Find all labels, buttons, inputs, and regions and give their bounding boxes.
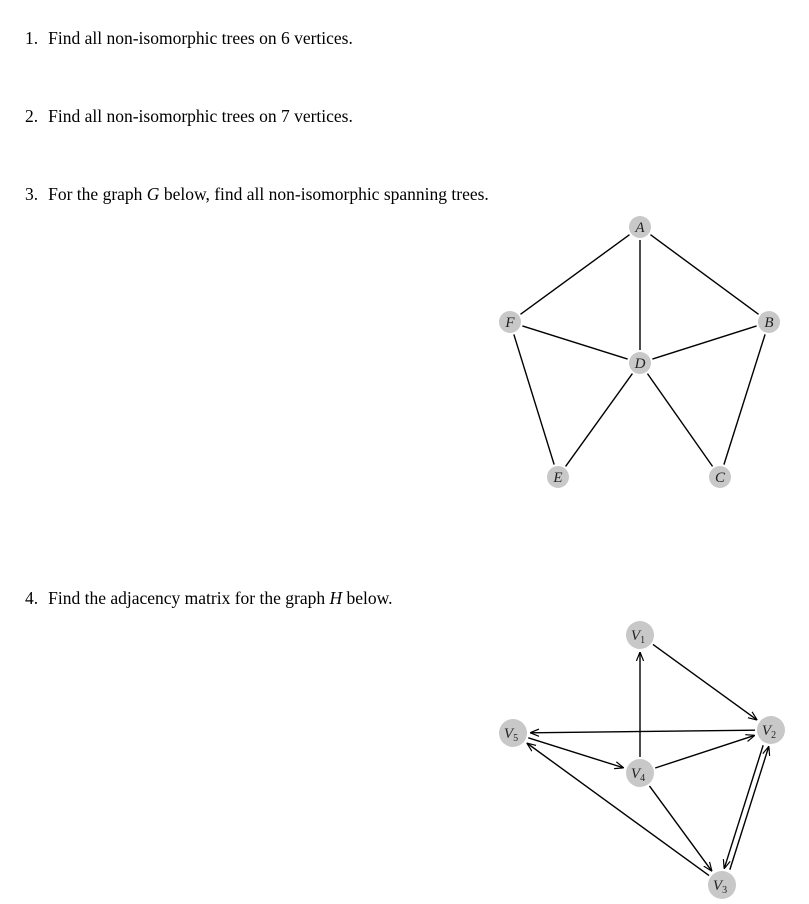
question-text: Find all non-isomorphic trees on 7 vertices. xyxy=(48,106,353,126)
graph-h-node-subscript: 4 xyxy=(640,773,646,784)
graph-h-edge-V3-V2 xyxy=(730,746,769,870)
graph-h-node-subscript: 3 xyxy=(722,885,728,896)
graph-g-node-label: D xyxy=(634,356,646,372)
question-number: 2. xyxy=(25,106,39,126)
graph-h-node-subscript: 1 xyxy=(640,635,646,646)
question-text: Find all non-isomorphic trees on 6 vertices. xyxy=(48,28,353,48)
graph-h-node-subscript: 2 xyxy=(771,730,777,741)
question-text: Find the adjacency matrix for the graph xyxy=(48,588,330,608)
graph-g-node-label: C xyxy=(714,470,726,486)
graph-symbol-h: H xyxy=(329,588,343,608)
graph-h-edge-V3-V5 xyxy=(527,743,709,876)
graph-g-node-label: B xyxy=(764,315,774,331)
graph-g-node-label: A xyxy=(635,220,645,236)
graph-g-node-label: F xyxy=(505,315,515,331)
graph-h-edge-V2-V3 xyxy=(724,745,763,869)
question-number: 1. xyxy=(25,28,39,48)
graph-h-edge-V4-V3 xyxy=(649,786,712,871)
graph-h-edge-V2-V5 xyxy=(530,730,755,733)
graph-h-node-label: $V_1$ xyxy=(630,628,646,646)
graph-h-edge-V1-V2 xyxy=(653,644,757,720)
question-number: 4. xyxy=(25,588,39,608)
graph-h-node-V3 xyxy=(708,871,736,899)
graph-h-node-label: $V_2$ xyxy=(761,723,777,741)
graph-h-node-V1 xyxy=(626,621,654,649)
question-text: For the graph xyxy=(48,184,147,204)
question-text-end: below, find all non-isomorphic spanning trees. xyxy=(159,184,489,204)
graph-g-node-label: E xyxy=(553,470,563,486)
graph-h-edge-V5-V4 xyxy=(528,738,624,768)
graph-h-node-V5 xyxy=(499,719,527,747)
graph-symbol-g: G xyxy=(146,184,160,204)
graph-h-node-subscript: 5 xyxy=(513,733,519,744)
graph-h-node-label: $V_3$ xyxy=(712,878,728,896)
graph-h-node-label: $V_5$ xyxy=(503,726,519,744)
question-text-end: below. xyxy=(342,588,393,608)
graph-h-node-label: $V_4$ xyxy=(630,766,646,784)
graph-h-node-V2 xyxy=(757,716,785,744)
graph-h-node-V4 xyxy=(626,759,654,787)
question-number: 3. xyxy=(25,184,39,204)
graph-h-edge-V4-V2 xyxy=(655,735,755,768)
